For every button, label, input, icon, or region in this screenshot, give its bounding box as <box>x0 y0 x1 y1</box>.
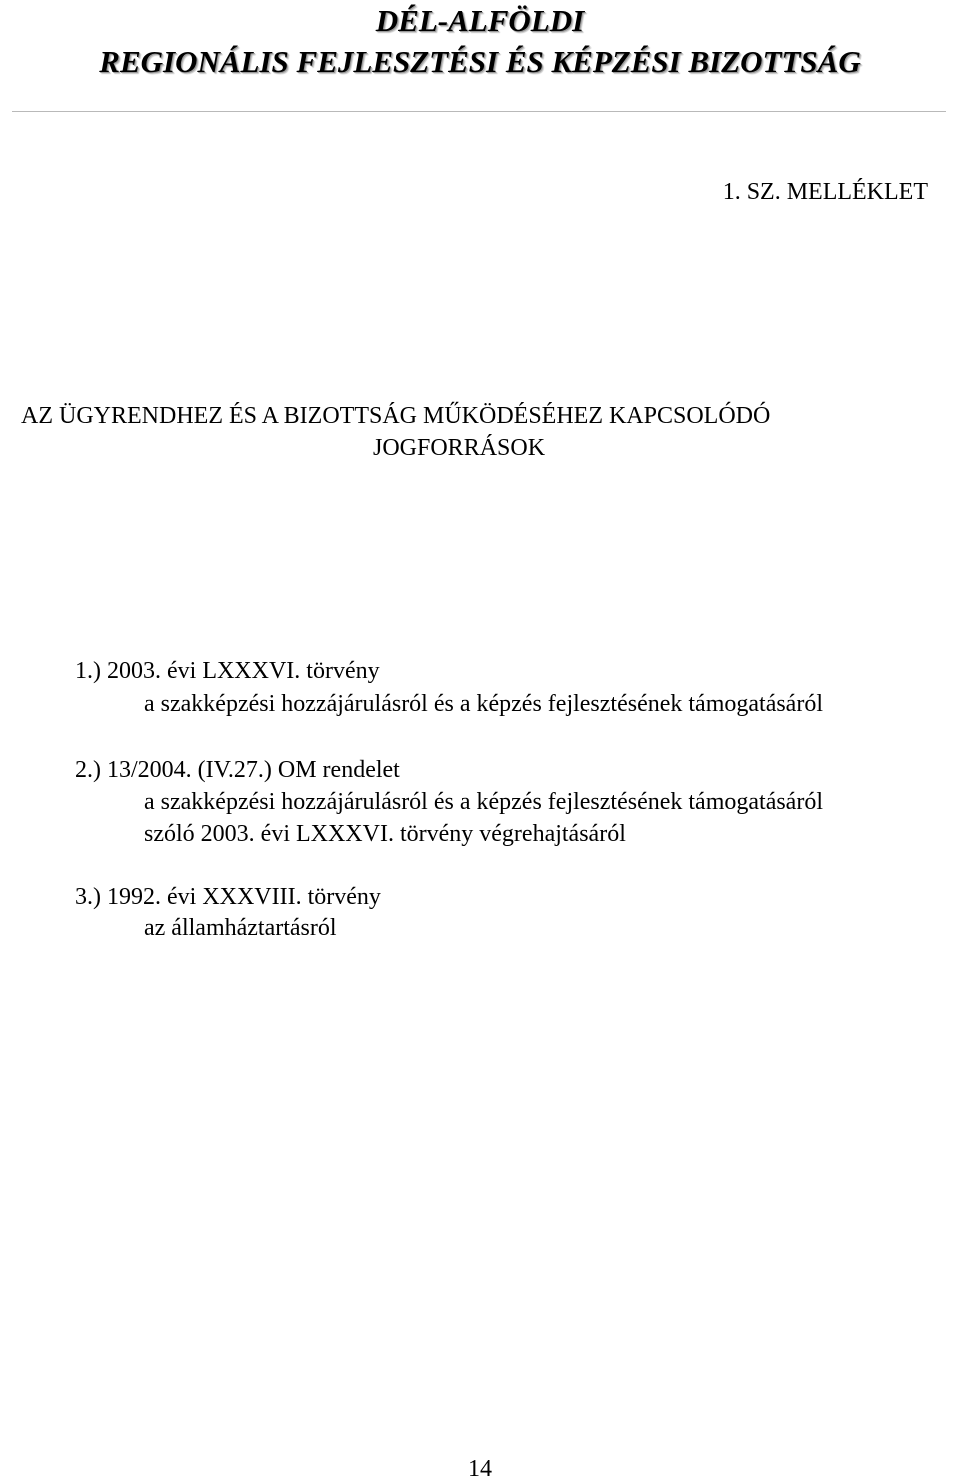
page-number: 14 <box>468 1456 492 1482</box>
section-title-line-2: JOGFORRÁSOK <box>373 435 546 461</box>
list-item-heading: 2.) 13/2004. (IV.27.) OM rendelet <box>75 757 400 783</box>
list-item-description: a szakképzési hozzájárulásról és a képzés fejlesztésének támogatásáról <box>144 789 823 815</box>
list-item-description: a szakképzési hozzájárulásról és a képzés fejlesztésének támogatásáról <box>144 691 823 717</box>
list-item-heading: 1.) 2003. évi LXXXVI. törvény <box>75 658 380 684</box>
header-line-1: DÉL-ALFÖLDI <box>375 3 585 38</box>
list-item-heading: 3.) 1992. évi XXXVIII. törvény <box>75 884 381 910</box>
header-line-2: REGIONÁLIS FEJLESZTÉSI ÉS KÉPZÉSI BIZOTTSÁG <box>99 44 861 79</box>
section-title-line-1: AZ ÜGYRENDHEZ ÉS A BIZOTTSÁG MŰKÖDÉSÉHEZ KAPCSOLÓDÓ <box>21 403 771 429</box>
annex-label: 1. SZ. MELLÉKLET <box>722 179 928 205</box>
list-item-description: az államháztartásról <box>144 915 337 941</box>
header-divider <box>12 111 946 112</box>
list-item-description: szóló 2003. évi LXXXVI. törvény végrehajtásáról <box>144 821 626 847</box>
